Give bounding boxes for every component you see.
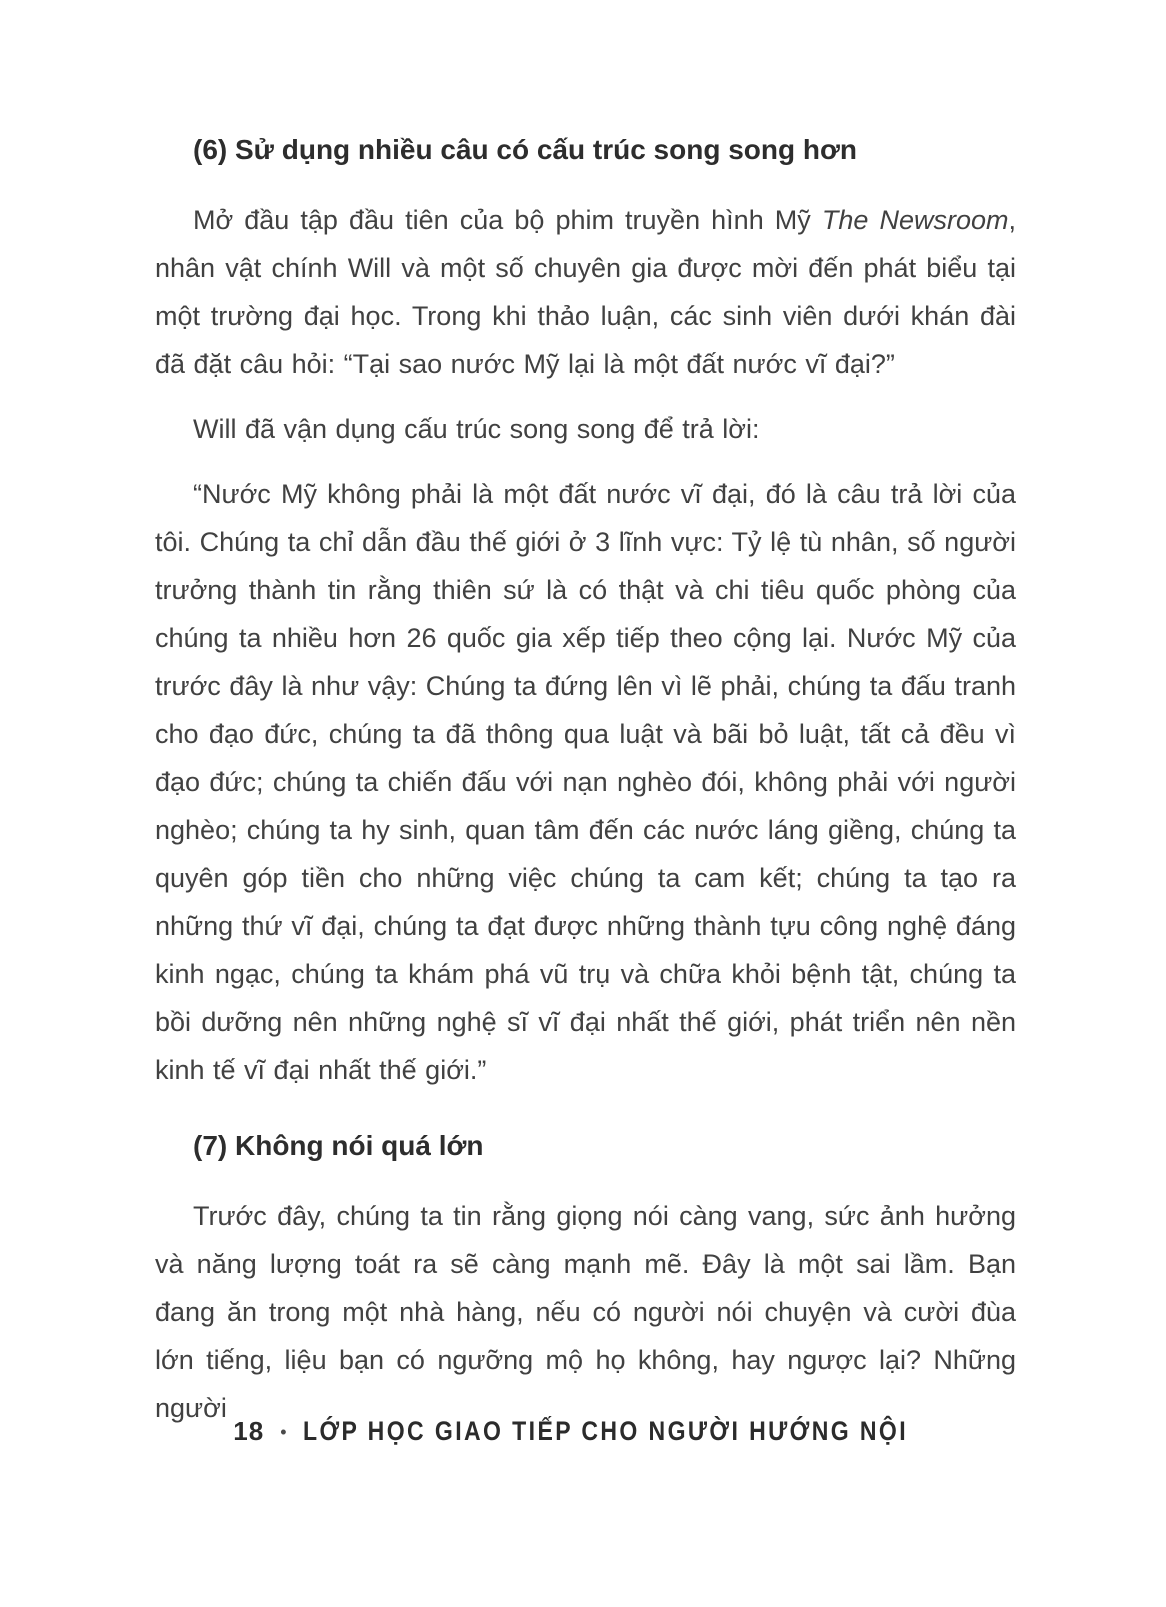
- paragraph-newsroom-intro: [155, 196, 1016, 388]
- book-title: LỚP HỌC GIAO TIẾP CHO NGƯỜI HƯỚNG NỘI: [302, 1415, 908, 1447]
- footer-bullet-separator: •: [280, 1422, 287, 1442]
- page-footer: [0, 1416, 1166, 1447]
- page-number: 18: [233, 1416, 265, 1446]
- paragraph-text-after-title: , nhân vật chính Will và một số chuyên gia được mời đến phát biểu tại một trường đại học. Trong khi thảo luận, các sinh viên dưới khán đài đã đặt câu hỏi: “Tại sao nước Mỹ lại là một đất nước vĩ đại?”: [155, 205, 1017, 379]
- paragraph-will-quote: “Nước Mỹ không phải là một đất nước vĩ đại, đó là câu trả lời của tôi. Chúng ta chỉ dẫn đầu thế giới ở 3 lĩnh vực: Tỷ lệ tù nhân, số người trưởng thành tin rằng thiên sứ là có thật và chi tiêu quốc phòng của chúng ta nhiều hơn 26 quốc gia xếp tiếp theo cộng lại. Nước Mỹ của trước đây là như vậy: Chúng ta đứng lên vì lẽ phải, chúng ta đấu tranh cho đạo đức, chúng ta đã thông qua luật và bãi bỏ luật, tất cả đều vì đạo đức; chúng ta chiến đấu với nạn nghèo đói, không phải với người nghèo; chúng ta hy sinh, quan tâm đến các nước láng giềng, chúng ta quyên góp tiền cho những việc chúng ta cam kết; chúng ta tạo ra những thứ vĩ đại, chúng ta đạt được những thành tựu công nghệ đáng kinh ngạc, chúng ta khám phá vũ trụ và chữa khỏi bệnh tật, chúng ta bồi dưỡng nên những nghệ sĩ vĩ đại nhất thế giới, phát triển nên nền kinh tế vĩ đại nhất thế giới.”: [155, 479, 1016, 1085]
- paragraph-voice-volume: Trước đây, chúng ta tin rằng giọng nói càng vang, sức ảnh hưởng và năng lượng toát ra sẽ càng mạnh mẽ. Đây là một sai lầm. Bạn đang ăn trong một nhà hàng, nếu có người nói chuyện và cười đùa lớn tiếng, liệu bạn có ngưỡng mộ họ không, hay ngược lại? Những người: [155, 1201, 1016, 1423]
- section-heading-6: (6) Sử dụng nhiều câu có cấu trúc song song hơn: [193, 134, 857, 165]
- paragraph-will-answer: Will đã vận dụng cấu trúc song song để trả lời:: [193, 414, 760, 444]
- movie-title-italic: The Newsroom: [821, 205, 1009, 235]
- section-heading-7: (7) Không nói quá lớn: [193, 1130, 484, 1161]
- paragraph-text-before-title: Mở đầu tập đầu tiên của bộ phim truyền hình Mỹ: [193, 205, 822, 235]
